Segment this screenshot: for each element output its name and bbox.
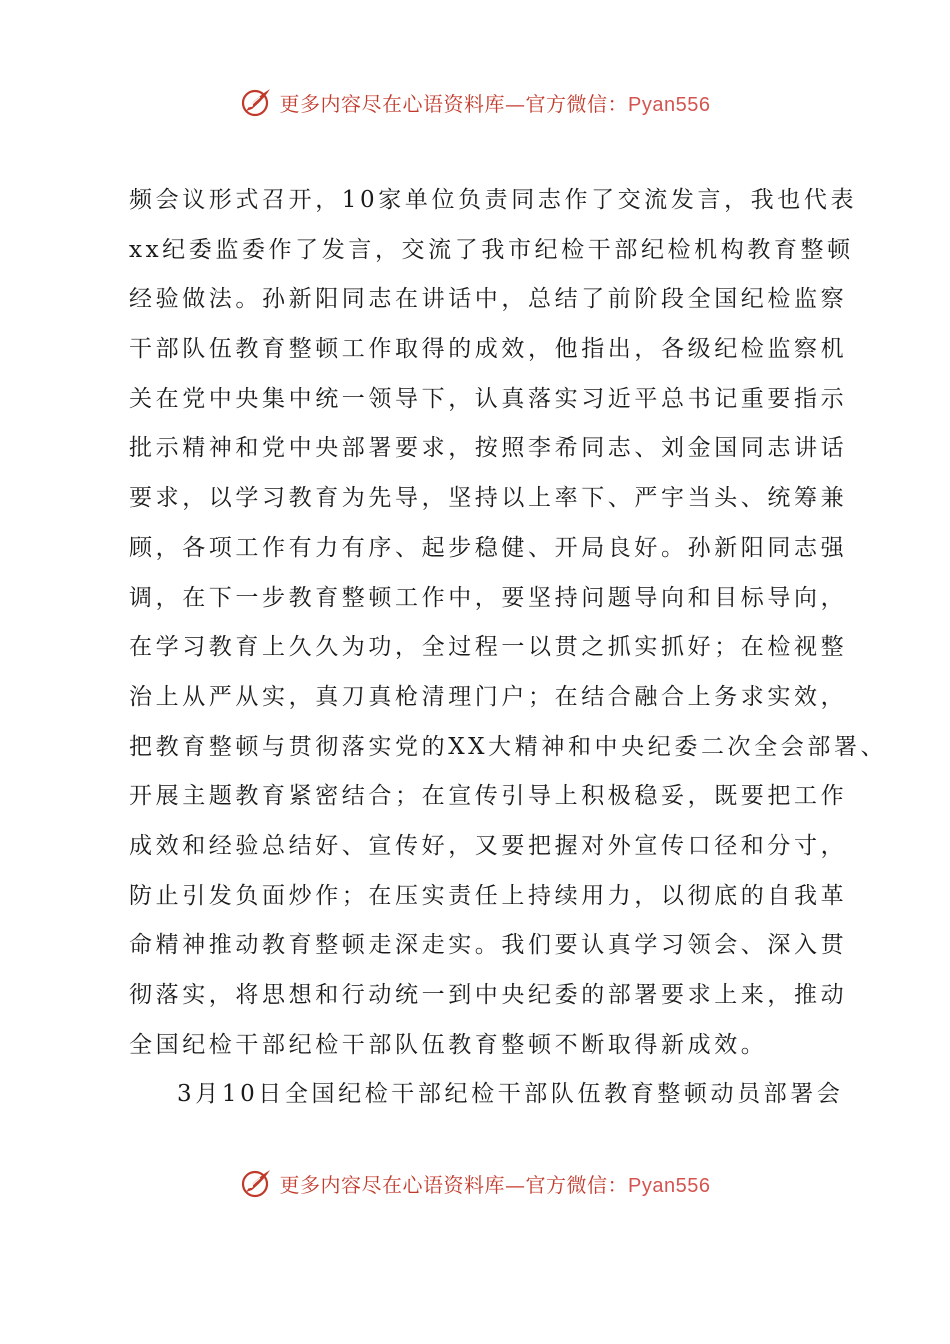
- banner-wechat-id: Pyan556: [628, 1174, 711, 1197]
- quill-logo-icon: [240, 85, 274, 119]
- banner-separator: —: [505, 1172, 526, 1197]
- text-line: 成效和经验总结好、宣传好，又要把握对外宣传口径和分寸，: [129, 832, 848, 859]
- text-line: 命精神推动教育整顿走深走实。我们要认真学习领会、深入贯: [129, 932, 848, 959]
- banner-main-text: 更多内容尽在心语资料库: [279, 91, 506, 116]
- text-line: 关在党中央集中统一领导下，认真落实习近平总书记重要指示: [129, 385, 848, 412]
- text-line: xx纪委监委作了发言，交流了我市纪检干部纪检机构教育整顿: [129, 236, 854, 263]
- header-banner: [0, 82, 950, 122]
- text-line: 频会议形式召开，10家单位负责同志作了交流发言，我也代表: [129, 187, 858, 213]
- text-line: 要求，以学习教育为先导，坚持以上率下、严宇当头、统筹兼: [129, 485, 848, 512]
- text-line: 把教育整顿与贯彻落实党的XX大精神和中央纪委二次全会部署、: [129, 733, 888, 760]
- banner-wechat-id: Pyan556: [628, 93, 711, 116]
- paragraph-start-line: 3月10日全国纪检干部纪检干部队伍教育整顿动员部署会: [177, 1081, 844, 1108]
- banner-main-text: 更多内容尽在心语资料库: [279, 1172, 506, 1197]
- text-line: 防止引发负面炒作；在压实责任上持续用力，以彻底的自我革: [129, 882, 848, 909]
- text-line: 干部队伍教育整顿工作取得的成效，他指出，各级纪检监察机: [129, 336, 848, 363]
- quill-logo-icon: [240, 1166, 274, 1200]
- text-line: 批示精神和党中央部署要求，按照李希同志、刘金国同志讲话: [129, 435, 848, 462]
- banner-separator: —: [505, 91, 526, 116]
- text-line: 全国纪检干部纪检干部队伍教育整顿不断取得新成效。: [129, 1031, 768, 1058]
- banner-wechat-label: 官方微信：: [525, 1172, 629, 1197]
- banner-text: [280, 88, 711, 117]
- text-line: 经验做法。孙新阳同志在讲话中，总结了前阶段全国纪检监察: [129, 286, 848, 313]
- banner-text: [280, 1169, 711, 1198]
- text-line: 开展主题教育紧密结合；在宣传引导上积极稳妥，既要把工作: [129, 783, 848, 810]
- document-body: [129, 176, 888, 1120]
- footer-banner: [0, 1163, 950, 1203]
- text-line: 在学习教育上久久为功，全过程一以贯之抓实抓好；在检视整: [129, 634, 848, 661]
- banner-wechat-label: 官方微信：: [525, 91, 629, 116]
- text-line: 调，在下一步教育整顿工作中，要坚持问题导向和目标导向，: [129, 584, 848, 611]
- text-line: 顾，各项工作有力有序、起步稳健、开局良好。孙新阳同志强: [129, 534, 848, 561]
- text-line: 治上从严从实，真刀真枪清理门户；在结合融合上务求实效，: [129, 683, 848, 710]
- text-line: 彻落实，将思想和行动统一到中央纪委的部署要求上来，推动: [129, 982, 848, 1008]
